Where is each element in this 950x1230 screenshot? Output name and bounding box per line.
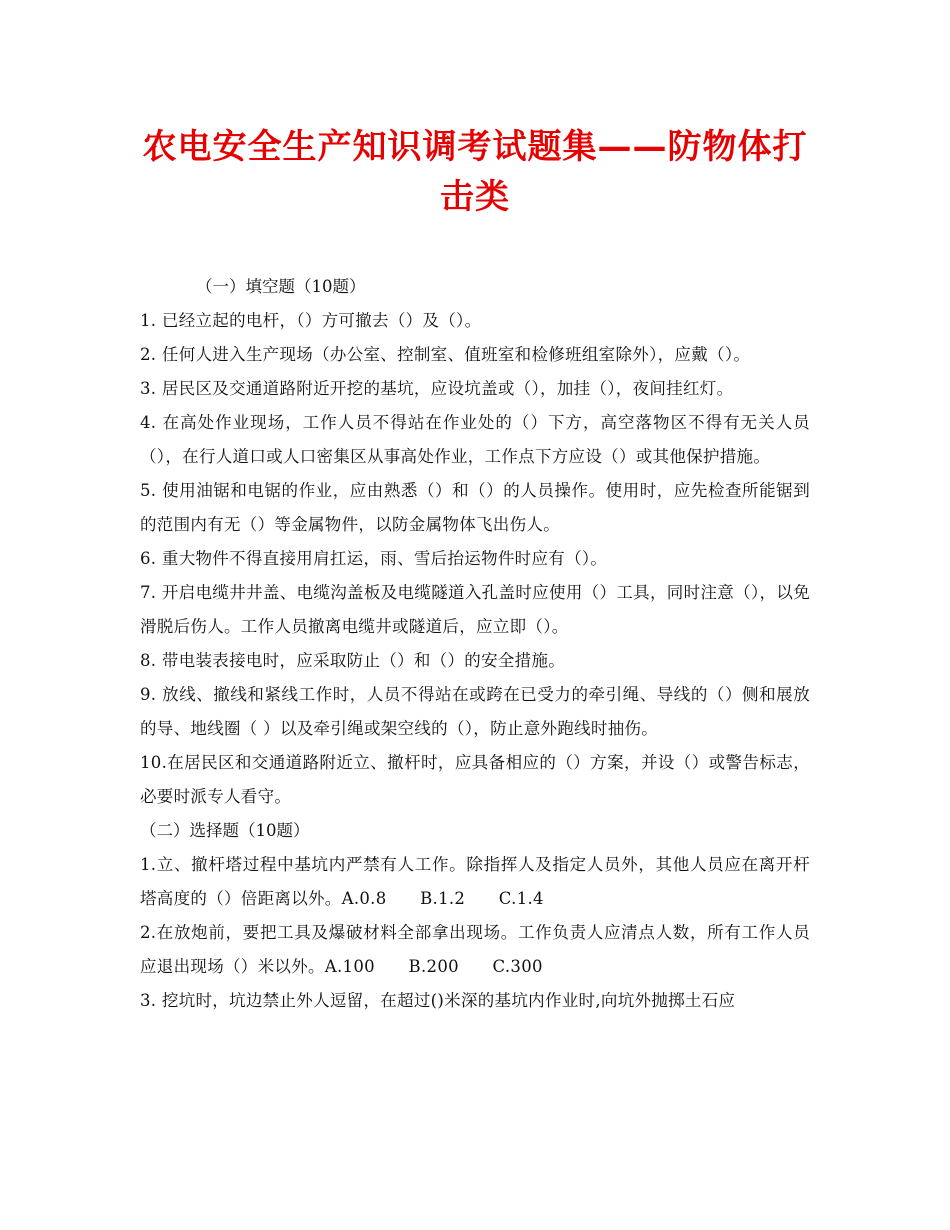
choice-question-3: 3. 挖坑时，坑边禁止外人逗留，在超过()米深的基坑内作业时,向坑外抛掷土石应	[140, 991, 736, 1010]
choice-question-1: 1.立、撤杆塔过程中基坑内严禁有人工作。除指挥人及指定人员外，其他人员应在离开杆塔高度的（）倍距离以外。A.0.8 B.1.2 C.1.4	[140, 855, 810, 908]
fill-in-question-3: 3. 居民区及交通道路附近开挖的基坑，应设坑盖或（），加挂（），夜间挂红灯。	[140, 379, 734, 398]
fill-in-question-5: 5. 使用油锯和电锯的作业，应由熟悉（）和（）的人员操作。使用时，应先检查所能锯到的范围内有无（）等金属物件，以防金属物体飞出伤人。	[140, 481, 810, 534]
fill-in-question-6: 6. 重大物件不得直接用肩扛运，雨、雪后抬运物件时应有（）。	[140, 549, 608, 568]
fill-in-question-9: 9. 放线、撤线和紧线工作时，人员不得站在或跨在已受力的牵引绳、导线的（）侧和展放的导、地线圈（ ）以及牵引绳或架空线的（），防止意外跑线时抽伤。	[140, 685, 810, 738]
choice-question-2: 2.在放炮前，要把工具及爆破材料全部拿出现场。工作负责人应清点人数，所有工作人员应退出现场（）米以外。A.100 B.200 C.300	[140, 923, 810, 976]
fill-in-question-1: 1. 已经立起的电杆，（）方可撤去（）及（）。	[140, 311, 482, 330]
document-title: 农电安全生产知识调考试题集——防物体打击类	[142, 127, 808, 217]
section-heading-fill-in: （一）填空题（10题）	[196, 277, 366, 296]
fill-in-question-10: 10.在居民区和交通道路附近立、撤杆时，应具备相应的（）方案，并设（）或警告标志，必要时派专人看守。	[140, 753, 810, 806]
fill-in-question-2: 2. 任何人进入生产现场（办公室、控制室、值班室和检修班组室除外），应戴（）。	[140, 345, 751, 364]
fill-in-question-8: 8. 带电装表接电时，应采取防止（）和（）的安全措施。	[140, 651, 566, 670]
fill-in-question-7: 7. 开启电缆井井盖、电缆沟盖板及电缆隧道入孔盖时应使用（）工具，同时注意（），以免滑脱后伤人。工作人员撤离电缆井或隧道后，应立即（）。	[140, 583, 810, 636]
fill-in-question-4: 4. 在高处作业现场，工作人员不得站在作业处的（）下方，高空落物区不得有无关人员（），在行人道口或人口密集区从事高处作业，工作点下方应设（）或其他保护措施。	[140, 413, 810, 466]
section-heading-choice: （二）选择题（10题）	[140, 821, 310, 840]
